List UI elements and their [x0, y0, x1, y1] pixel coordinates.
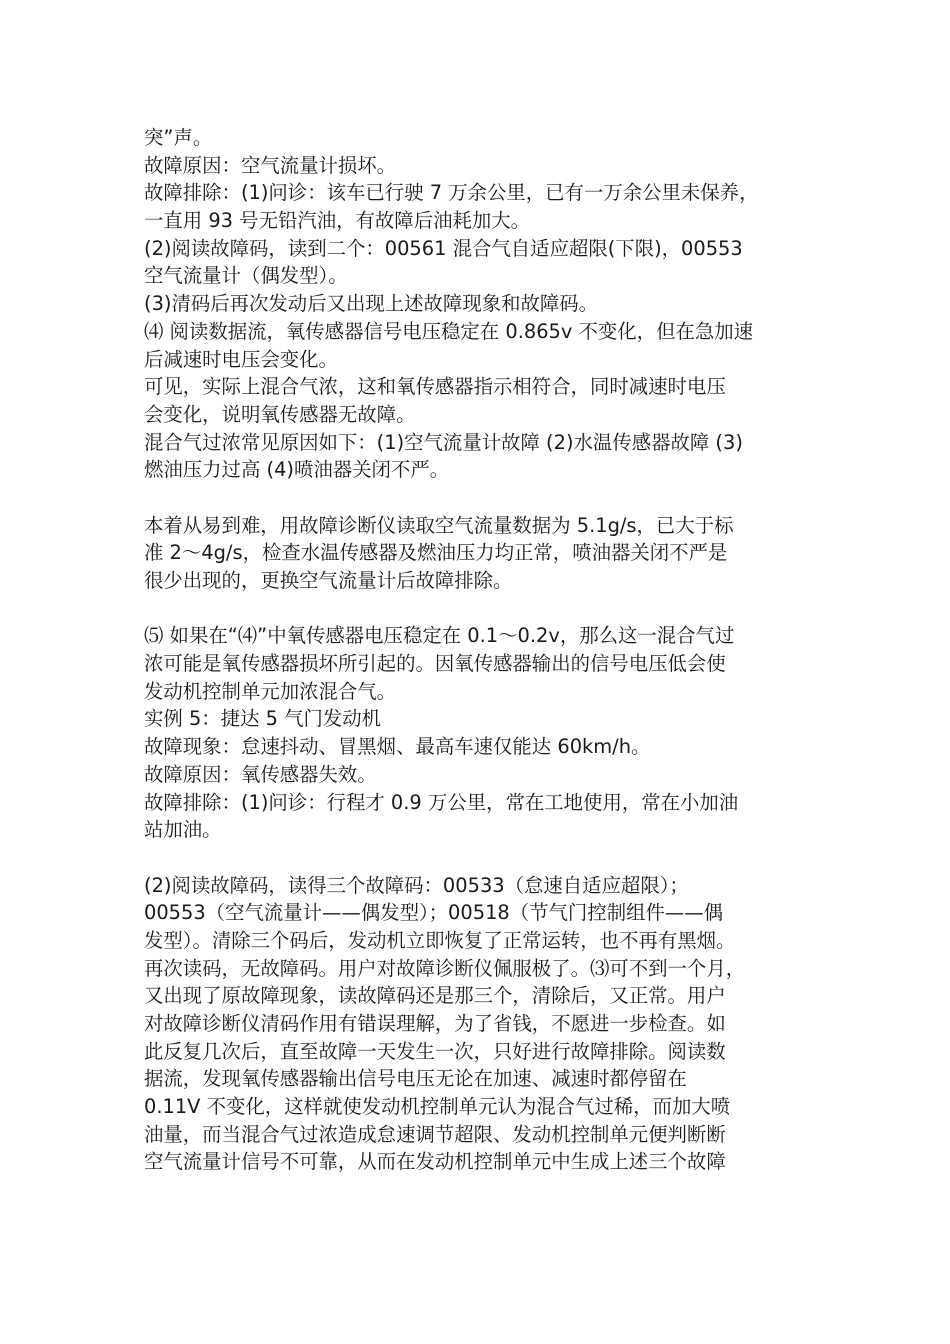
- text-line: 据流，发现氧传感器输出信号电压无论在加速、减速时都停留在: [144, 1067, 687, 1091]
- text-line: 空气流量计信号不可靠，从而在发动机控制单元中生成上述三个故障: [144, 1150, 726, 1174]
- text-line: 准 2～4g/s，检查水温传感器及燃油压力均正常，喷油器关闭不严是: [144, 541, 728, 565]
- text-line: 故障排除：(1)问诊：行程才 0.9 万公里，常在工地使用，常在小加油: [144, 790, 739, 814]
- text-line: 混合气过浓常见原因如下：(1)空气流量计故障 (2)水温传感器故障 (3): [144, 430, 743, 454]
- text-line: (2)阅读故障码，读得三个故障码：00533（怠速自适应超限）；: [144, 873, 689, 897]
- paragraph: [144, 789, 812, 844]
- text-line: (2)阅读故障码，读到二个：00561 混合气自适应超限(下限)，00553: [144, 236, 743, 260]
- text-line: 0.11V 不变化，这样就使发动机控制单元认为混合气过稀，而加大喷: [144, 1095, 731, 1119]
- text-line: 再次读码，无故障码。用户对故障诊断仪佩服极了。⑶可不到一个月，: [144, 956, 746, 980]
- text-line: 发动机控制单元加浓混合气。: [144, 679, 397, 703]
- text-line: 很少出现的，更换空气流量计后故障排除。: [144, 569, 513, 592]
- paragraph: [144, 318, 812, 373]
- text-line: 故障现象：怠速抖动、冒黑烟、最高车速仅能达 60km/h。: [144, 735, 651, 759]
- text-line: 空气流量计（偶发型）。: [144, 264, 348, 288]
- text-line: 燃油压力过高 (4)喷油器关闭不严。: [144, 458, 450, 482]
- text-line: 此反复几次后，直至故障一天发生一次，只好进行故障排除。阅读数: [144, 1039, 726, 1063]
- paragraph: [144, 733, 812, 761]
- paragraph: [144, 152, 812, 180]
- paragraph: [144, 622, 812, 705]
- paragraph: [144, 872, 812, 1177]
- paragraph: [144, 761, 812, 789]
- paragraph: [144, 179, 812, 234]
- text-line: 浓可能是氧传感器损坏所引起的。因氧传感器输出的信号电压低会使: [144, 652, 726, 676]
- text-line: 后减速时电压会变化。: [144, 347, 338, 371]
- text-line: 故障排除：(1)问诊：该车已行驶 7 万余公里，已有一万余公里未保养，: [144, 181, 759, 205]
- paragraph: [144, 124, 812, 152]
- paragraph: [144, 429, 812, 484]
- text-line: 00553（空气流量计——偶发型）；00518（节气门控制组件——偶: [144, 901, 724, 925]
- text-line: ⑷ 阅读数据流，氧传感器信号电压稳定在 0.865v 不变化，但在急加速: [144, 319, 754, 343]
- text-line: 一直用 93 号无铅汽油，有故障后油耗加大。: [144, 209, 531, 233]
- paragraph-spacer: [144, 595, 812, 623]
- text-line: 油量，而当混合气过浓造成怠速调节超限、发动机控制单元便判断断: [144, 1122, 726, 1146]
- paragraph-spacer: [144, 844, 812, 872]
- text-line: 本着从易到难，用故障诊断仪读取空气流量数据为 5.1g/s，已大于标: [144, 513, 734, 537]
- paragraph-spacer: [144, 484, 812, 512]
- text-line: 故障原因：空气流量计损坏。: [144, 153, 397, 177]
- text-line: 突”声。: [144, 126, 213, 149]
- section-heading: 实例 5：捷达 5 气门发动机: [144, 707, 382, 731]
- text-line: 对故障诊断仪清码作用有错误理解，为了省钱，不愿进一步检查。如: [144, 1012, 726, 1035]
- paragraph: [144, 705, 812, 733]
- text-line: 会变化，说明氧传感器无故障。: [144, 402, 416, 426]
- document-body: [144, 124, 812, 1176]
- paragraph: [144, 373, 812, 428]
- paragraph: [144, 512, 812, 595]
- text-line: 又出现了原故障现象，读故障码还是那三个，清除后，又正常。用户: [144, 984, 726, 1008]
- text-line: 故障原因：氧传感器失效。: [144, 762, 377, 786]
- paragraph: [144, 290, 812, 318]
- text-line: 发型）。清除三个码后，发动机立即恢复了正常运转，也不再有黑烟。: [144, 928, 736, 952]
- text-line: ⑸ 如果在“⑷”中氧传感器电压稳定在 0.1～0.2v，那么这一混合气过: [144, 624, 735, 648]
- paragraph: [144, 235, 812, 290]
- text-line: 站加油。: [144, 818, 222, 842]
- text-line: 可见，实际上混合气浓，这和氧传感器指示相符合，同时减速时电压: [144, 375, 726, 399]
- text-line: (3)清码后再次发动后又出现上述故障现象和故障码。: [144, 292, 599, 316]
